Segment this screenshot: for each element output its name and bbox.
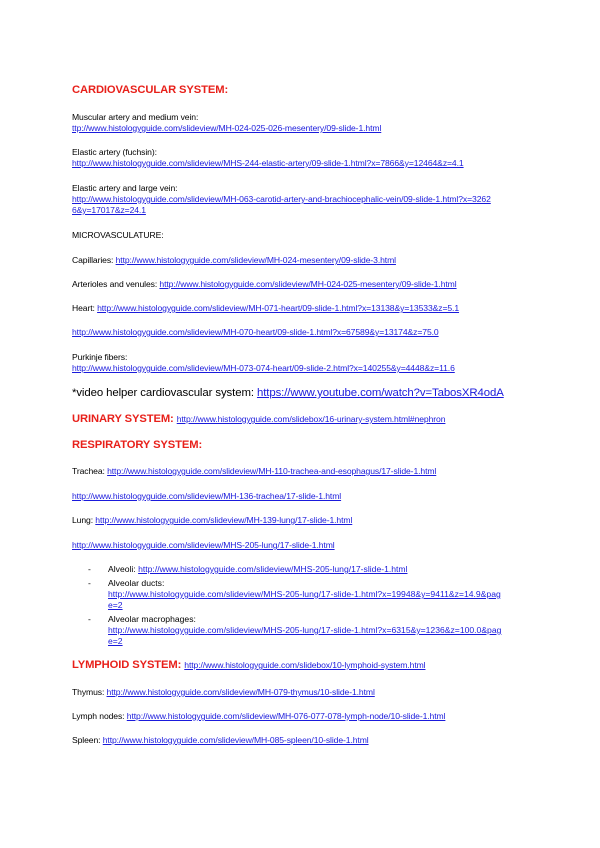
thymus-link[interactable]: http://www.histologyguide.com/slideview/MH-079-thymus/10-slide-1.html	[106, 687, 375, 697]
video-helper-label: *video helper cardiovascular system:	[72, 387, 257, 399]
lung-second-entry	[72, 540, 532, 551]
purkinje-link[interactable]: http://www.histologyguide.com/slideview/MH-073-074-heart/09-slide-2.html?x=140255&y=4448&z=11.6	[72, 363, 455, 373]
video-helper-link[interactable]: https://www.youtube.com/watch?v=TabosXR4odA	[256, 387, 504, 399]
cardiovascular-heading: CARDIOVASCULAR SYSTEM:	[72, 84, 229, 96]
lymph-nodes-label: Lymph nodes:	[72, 711, 127, 721]
urinary-link[interactable]: http://www.histologyguide.com/slidebox/16-urinary-system.html#nephron	[176, 414, 446, 424]
elastic-artery-entry	[72, 147, 532, 169]
alveolar-macrophages-link-cont[interactable]: e=2	[108, 636, 123, 646]
alveoli-link[interactable]: http://www.histologyguide.com/slideview/MHS-205-lung/17-slide-1.html	[138, 564, 408, 574]
muscular-artery-link[interactable]: ttp://www.histologyguide.com/slideview/MH-024-025-026-mesentery/09-slide-1.html	[72, 123, 382, 133]
heart-entry	[72, 303, 532, 314]
alveolar-ducts-link-cont[interactable]: e=2	[108, 600, 123, 610]
heart-link[interactable]: http://www.histologyguide.com/slideview/MH-071-heart/09-slide-1.html?x=13138&y=13533&z=5.1	[97, 303, 460, 313]
bullet-label: Alveoli:	[108, 564, 139, 574]
bullet-label: Alveolar ducts:	[108, 578, 165, 588]
arterioles-label: Arterioles and venules:	[72, 279, 160, 289]
urinary-heading: URINARY SYSTEM:	[72, 413, 177, 425]
arterioles-entry	[72, 279, 532, 290]
list-item	[88, 578, 528, 611]
bullet-dash: -	[88, 614, 91, 624]
trachea-second-link[interactable]: http://www.histologyguide.com/slideview/MH-136-trachea/17-slide-1.html	[72, 491, 342, 501]
lymph-nodes-entry	[72, 711, 532, 722]
lung-second-link[interactable]: http://www.histologyguide.com/slideview/MHS-205-lung/17-slide-1.html	[72, 540, 335, 550]
heart-label: Heart:	[72, 303, 98, 313]
lung-link[interactable]: http://www.histologyguide.com/slideview/MH-139-lung/17-slide-1.html	[95, 515, 353, 525]
lymphoid-entry	[72, 660, 532, 671]
heart-second-link[interactable]: http://www.histologyguide.com/slideview/MH-070-heart/09-slide-1.html?x=67589&y=13174&z=75.0	[72, 327, 439, 337]
spleen-entry	[72, 735, 532, 746]
heart-second-entry	[72, 327, 532, 338]
muscular-artery-label: Muscular artery and medium vein:	[72, 112, 199, 122]
alveolar-ducts-link[interactable]: http://www.histologyguide.com/slideview/MHS-205-lung/17-slide-1.html?x=19948&y=9411&z=14.9&pag	[108, 589, 501, 599]
trachea-entry	[72, 466, 532, 477]
lung-label: Lung:	[72, 515, 96, 525]
purkinje-entry	[72, 352, 532, 374]
large-vein-link-line2[interactable]: 6&y=17017&z=24.1	[72, 205, 146, 215]
spleen-label: Spleen:	[72, 735, 103, 745]
thymus-label: Thymus:	[72, 687, 107, 697]
urinary-entry	[72, 414, 532, 425]
capillaries-label: Capillaries:	[72, 255, 116, 265]
trachea-link[interactable]: http://www.histologyguide.com/slideview/MH-110-trachea-and-esophagus/17-slide-1.html	[107, 466, 437, 476]
trachea-label: Trachea:	[72, 466, 108, 476]
list-item	[88, 614, 528, 647]
bullet-dash: -	[88, 564, 91, 574]
elastic-artery-label: Elastic artery (fuchsin):	[72, 147, 157, 157]
lung-entry	[72, 515, 532, 526]
arterioles-link[interactable]: http://www.histologyguide.com/slideview/MH-024-025-mesentery/09-slide-1.html	[159, 279, 457, 289]
large-vein-entry	[72, 183, 532, 216]
bullet-label: Alveolar macrophages:	[108, 614, 196, 624]
respiratory-heading: RESPIRATORY SYSTEM:	[72, 439, 203, 451]
cardiovascular-heading-block	[72, 85, 532, 96]
large-vein-link-line1[interactable]: http://www.histologyguide.com/slideview/MH-063-carotid-artery-and-brachiocephalic-vein/09-slide-1.html?x=3262	[72, 194, 491, 204]
respiratory-heading-block	[72, 440, 532, 451]
muscular-artery-entry	[72, 112, 532, 134]
large-vein-label: Elastic artery and large vein:	[72, 183, 178, 193]
lymphoid-heading: LYMPHOID SYSTEM:	[72, 659, 185, 671]
purkinje-label: Purkinje fibers:	[72, 352, 128, 362]
respiratory-bullet-list	[88, 564, 528, 650]
lymph-nodes-link[interactable]: http://www.histologyguide.com/slideview/MH-076-077-078-lymph-node/10-slide-1.html	[126, 711, 446, 721]
spleen-link[interactable]: http://www.histologyguide.com/slideview/MH-085-spleen/10-slide-1.html	[102, 735, 369, 745]
microvasculature-label: MICROVASCULATURE:	[72, 230, 164, 240]
capillaries-link[interactable]: http://www.histologyguide.com/slideview/MH-024-mesentery/09-slide-3.html	[115, 255, 396, 265]
list-item	[88, 564, 528, 575]
trachea-second-entry	[72, 491, 532, 502]
video-helper-entry	[72, 388, 542, 399]
elastic-artery-link[interactable]: http://www.histologyguide.com/slideview/MHS-244-elastic-artery/09-slide-1.html?x=7866&y=12464&z=4.1	[72, 158, 464, 168]
capillaries-entry	[72, 255, 532, 266]
alveolar-macrophages-link[interactable]: http://www.histologyguide.com/slideview/MHS-205-lung/17-slide-1.html?x=6315&y=1236&z=100.0&pag	[108, 625, 502, 635]
bullet-dash: -	[88, 578, 91, 588]
microvasculature-entry	[72, 230, 532, 241]
lymphoid-link[interactable]: http://www.histologyguide.com/slidebox/10-lymphoid-system.html	[184, 660, 426, 670]
thymus-entry	[72, 687, 532, 698]
